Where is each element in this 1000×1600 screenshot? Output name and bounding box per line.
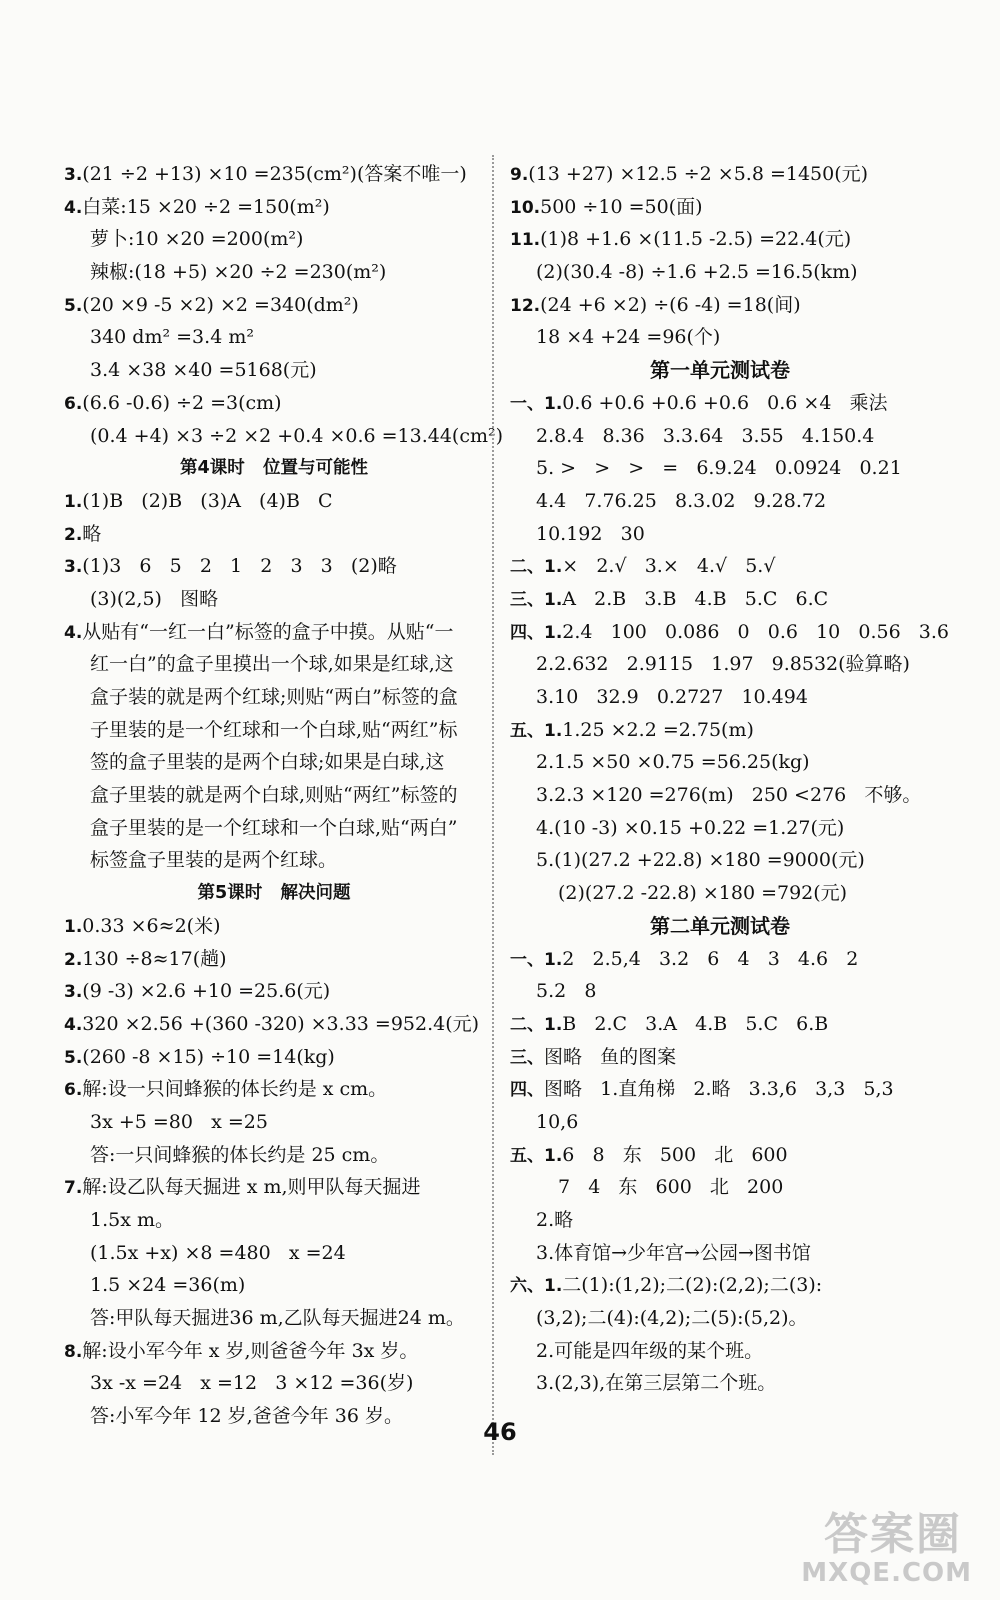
answer-text: (20 ×9 -5 ×2) ×2 =340(dm²) bbox=[82, 293, 359, 316]
question-number: 三、 bbox=[510, 1047, 544, 1068]
answer-line bbox=[510, 420, 930, 453]
answer-text: 3.10 32.9 0.2727 10.494 bbox=[536, 686, 808, 708]
answer-text: (13 +27) ×12.5 ÷2 ×5.8 =1450(元) bbox=[528, 163, 869, 185]
answer-line bbox=[64, 779, 484, 812]
question-number: 8. bbox=[64, 1341, 83, 1362]
answer-line bbox=[510, 1139, 930, 1172]
answer-line bbox=[510, 223, 930, 256]
answer-text: (6.6 -0.6) ÷2 =3(cm) bbox=[82, 391, 282, 414]
question-number: 二、1. bbox=[510, 1014, 563, 1035]
answer-text: 7 4 东 600 北 200 bbox=[558, 1176, 784, 1199]
answer-line bbox=[510, 321, 930, 354]
answer-text: (3,2);二(4):(4,2);二(5):(5,2)。 bbox=[536, 1307, 808, 1330]
answer-text: 1.25 ×2.2 =2.75(m) bbox=[562, 718, 754, 741]
answer-text: 解:设一只间蜂猴的体长约是 x cm。 bbox=[82, 1078, 388, 1101]
answer-line bbox=[510, 681, 930, 714]
question-number: 7. bbox=[64, 1178, 83, 1199]
question-number: 4. bbox=[64, 622, 83, 643]
question-number: 1. bbox=[64, 916, 83, 937]
answer-line bbox=[64, 746, 484, 779]
answer-text: (1)3 6 5 2 1 2 3 3 (2)略 bbox=[82, 555, 397, 578]
answer-text: (0.4 +4) ×3 ÷2 ×2 +0.4 ×0.6 =13.44(cm²) bbox=[90, 424, 504, 447]
answer-line bbox=[64, 681, 484, 714]
answer-line bbox=[64, 1041, 484, 1074]
answer-line bbox=[64, 1335, 484, 1368]
answer-line bbox=[510, 616, 950, 649]
answer-text: 答:一只间蜂猴的体长约是 25 cm。 bbox=[90, 1143, 390, 1166]
answer-line bbox=[64, 844, 484, 877]
answer-line bbox=[510, 387, 930, 420]
question-number: 4. bbox=[64, 197, 83, 218]
answer-text: 盒子装的就是两个红球;则贴“两白”标签的盒 bbox=[90, 686, 458, 708]
answer-text: 红一白”的盒子里摸出一个球,如果是红球,这 bbox=[90, 653, 454, 676]
answer-text: 图略 1.直角梯 2.略 3.3,6 3,3 5,3 bbox=[544, 1078, 894, 1101]
answer-line bbox=[64, 485, 484, 518]
answer-line bbox=[510, 975, 930, 1008]
answer-line bbox=[510, 158, 930, 191]
answer-line bbox=[64, 354, 484, 387]
answer-text: 盒子里装的就是两个白球,则贴“两红”标签的 bbox=[90, 784, 458, 807]
answer-line bbox=[64, 1171, 484, 1204]
answer-text: 3x -x =24 x =12 3 ×12 =36(岁) bbox=[90, 1372, 414, 1395]
answer-text: 5.2 8 bbox=[536, 980, 597, 1003]
left-column bbox=[64, 158, 504, 1433]
answer-line bbox=[510, 289, 930, 322]
answer-text: 2.8.4 8.36 3.3.64 3.55 4.150.4 bbox=[536, 424, 875, 447]
answer-text: 2.2.632 2.9115 1.97 9.8532(验算略) bbox=[536, 653, 910, 676]
answer-line bbox=[64, 1237, 484, 1270]
answer-text: 萝卜:10 ×20 =200(m²) bbox=[90, 228, 304, 251]
answer-text: 0.33 ×6≈2(米) bbox=[82, 914, 221, 937]
answer-text: 略 bbox=[82, 522, 102, 545]
answer-line bbox=[510, 518, 930, 551]
question-number: 5. bbox=[64, 1047, 83, 1068]
right-column bbox=[510, 158, 950, 1400]
question-number: 3. bbox=[64, 165, 83, 185]
answer-text: 6 8 东 500 北 600 bbox=[562, 1143, 788, 1166]
answer-text: (260 -8 ×15) ÷10 =14(kg) bbox=[82, 1045, 335, 1068]
answer-text: 从贴有“一红一白”标签的盒子中摸。从贴“一 bbox=[82, 620, 454, 643]
answer-text: 3.2.3 ×120 =276(m) 250 <276 不够。 bbox=[536, 784, 922, 807]
question-number: 2. bbox=[64, 949, 83, 970]
answer-text: 0.6 +0.6 +0.6 +0.6 0.6 ×4 乘法 bbox=[562, 391, 888, 414]
answer-text: (2)(30.4 -8) ÷1.6 +2.5 =16.5(km) bbox=[536, 261, 858, 284]
answer-text: (3)(2,5) 图略 bbox=[90, 587, 219, 610]
question-number: 四、 bbox=[510, 1080, 544, 1101]
answer-line bbox=[510, 1302, 930, 1335]
question-number: 11. bbox=[510, 230, 541, 251]
answer-line bbox=[64, 518, 484, 551]
answer-line bbox=[64, 158, 484, 191]
answer-line bbox=[510, 452, 930, 485]
answer-line bbox=[510, 648, 930, 681]
answer-line bbox=[64, 583, 484, 616]
watermark-logo: 答案圈 bbox=[824, 1509, 962, 1560]
answer-line bbox=[510, 1008, 930, 1041]
question-number: 一、1. bbox=[510, 949, 563, 970]
answer-line bbox=[510, 1073, 930, 1106]
question-number: 1. bbox=[64, 491, 83, 512]
question-number: 5. bbox=[64, 295, 83, 316]
answer-line bbox=[64, 1204, 484, 1237]
answer-line bbox=[510, 1237, 930, 1270]
answer-line bbox=[64, 1073, 484, 1106]
answer-line bbox=[64, 910, 484, 943]
answer-line bbox=[64, 256, 484, 289]
section-heading: 第5课时 解决问题 bbox=[197, 883, 351, 904]
answer-line bbox=[64, 1106, 484, 1139]
question-number: 9. bbox=[510, 165, 529, 185]
section-heading: 第二单元测试卷 bbox=[650, 913, 790, 938]
answer-line bbox=[510, 1041, 930, 1074]
question-number: 一、1. bbox=[510, 393, 563, 414]
answer-text: 2.1.5 ×50 ×0.75 =56.25(kg) bbox=[536, 751, 810, 774]
answer-text: 1.5 ×24 =36(m) bbox=[90, 1274, 246, 1297]
answer-line bbox=[64, 223, 484, 256]
answer-text: (1.5x +x) ×8 =480 x =24 bbox=[90, 1241, 346, 1264]
answer-text: A 2.B 3.B 4.B 5.C 6.C bbox=[562, 587, 829, 610]
answer-line bbox=[510, 1335, 930, 1368]
answer-line bbox=[510, 1269, 930, 1302]
answer-text: (1)8 +1.6 ×(11.5 -2.5) =22.4(元) bbox=[540, 228, 852, 251]
answer-text: (2)(27.2 -22.8) ×180 =792(元) bbox=[558, 882, 848, 905]
answer-line bbox=[510, 877, 930, 910]
answer-line bbox=[510, 485, 930, 518]
answer-line bbox=[64, 321, 484, 354]
question-number: 三、1. bbox=[510, 589, 563, 610]
answer-line bbox=[64, 1302, 484, 1335]
answer-text: 子里装的是一个红球和一个白球,贴“两红”标 bbox=[90, 718, 458, 741]
answer-line bbox=[510, 943, 930, 976]
answer-text: 340 dm² =3.4 m² bbox=[90, 326, 254, 349]
question-number: 2. bbox=[64, 524, 83, 545]
answer-text: 二(1):(1,2);二(2):(2,2);二(3): bbox=[562, 1274, 823, 1297]
answer-text: 320 ×2.56 +(360 -320) ×3.33 =952.4(元) bbox=[82, 1012, 480, 1035]
question-number: 3. bbox=[64, 557, 83, 578]
answer-text: 签的盒子里装的是两个白球;如果是白球,这 bbox=[90, 751, 445, 774]
answer-line bbox=[510, 583, 930, 616]
answer-line bbox=[510, 1204, 930, 1237]
answer-text: 500 ÷10 =50(面) bbox=[540, 195, 703, 218]
answer-text: 5.(1)(27.2 +22.8) ×180 =9000(元) bbox=[536, 849, 865, 872]
answer-text: 标签盒子里装的是两个红球。 bbox=[90, 849, 338, 872]
answer-text: (1)B (2)B (3)A (4)B C bbox=[82, 489, 333, 512]
answer-line bbox=[64, 191, 484, 224]
answer-text: 4.4 7.76.25 8.3.02 9.28.72 bbox=[536, 489, 827, 512]
answer-text: 1.5x m。 bbox=[90, 1209, 174, 1231]
answer-text: (21 ÷2 +13) ×10 =235(cm²)(答案不唯一) bbox=[82, 163, 467, 185]
question-number: 4. bbox=[64, 1014, 83, 1035]
answer-line bbox=[64, 289, 484, 322]
question-number: 四、1. bbox=[510, 622, 563, 643]
answer-line bbox=[64, 714, 484, 747]
answer-text: 3.4 ×38 ×40 =5168(元) bbox=[90, 359, 317, 382]
column-divider bbox=[492, 155, 494, 1455]
question-number: 10. bbox=[510, 197, 541, 218]
answer-text: 10,6 bbox=[536, 1110, 579, 1133]
answer-line bbox=[64, 975, 484, 1008]
answer-line bbox=[64, 1139, 484, 1172]
answer-text: 5. > > > = 6.9.24 0.0924 0.21 bbox=[536, 457, 902, 480]
answer-line bbox=[64, 1269, 484, 1302]
answer-line bbox=[64, 812, 484, 845]
section-heading: 第一单元测试卷 bbox=[650, 358, 790, 383]
answer-text: 白菜:15 ×20 ÷2 =150(m²) bbox=[82, 195, 330, 218]
answer-line bbox=[510, 714, 930, 747]
answer-text: 解:设乙队每天掘进 x m,则甲队每天掘进 bbox=[82, 1176, 421, 1199]
answer-text: (24 +6 ×2) ÷(6 -4) =18(间) bbox=[540, 293, 801, 316]
answer-line bbox=[510, 191, 930, 224]
answer-line bbox=[510, 1106, 930, 1139]
question-number: 五、1. bbox=[510, 1145, 563, 1166]
question-number: 五、1. bbox=[510, 720, 563, 741]
answer-text: 答:甲队每天掘进36 m,乙队每天掘进24 m。 bbox=[90, 1307, 465, 1330]
question-number: 6. bbox=[64, 1080, 83, 1101]
answer-text: 130 ÷8≈17(趟) bbox=[82, 947, 227, 970]
answer-text: (9 -3) ×2.6 +10 =25.6(元) bbox=[82, 980, 331, 1003]
answer-text: 图略 鱼的图案 bbox=[544, 1045, 677, 1068]
answer-line bbox=[64, 648, 484, 681]
answer-line bbox=[510, 256, 930, 289]
answer-text: B 2.C 3.A 4.B 5.C 6.B bbox=[562, 1012, 829, 1035]
answer-text: 18 ×4 +24 =96(个) bbox=[536, 326, 721, 349]
answer-line bbox=[510, 844, 930, 877]
page-number: 46 bbox=[483, 1418, 517, 1446]
question-number: 六、1. bbox=[510, 1276, 563, 1297]
answer-line bbox=[64, 420, 504, 453]
answer-line bbox=[510, 812, 930, 845]
answer-text: 3x +5 =80 x =25 bbox=[90, 1110, 268, 1133]
question-number: 6. bbox=[64, 393, 83, 414]
section-heading: 第4课时 位置与可能性 bbox=[180, 458, 368, 479]
answer-text: 3.体育馆→少年宫→公园→图书馆 bbox=[536, 1241, 811, 1264]
answer-line bbox=[510, 746, 930, 779]
answer-line bbox=[510, 1171, 930, 1204]
answer-text: × 2.√ 3.× 4.√ 5.√ bbox=[562, 555, 776, 578]
answer-text: 3.(2,3),在第三层第二个班。 bbox=[536, 1372, 777, 1395]
answer-text: 盒子里装的是一个红球和一个白球,贴“两白” bbox=[90, 816, 458, 839]
answer-text: 10.192 30 bbox=[536, 522, 645, 545]
answer-line bbox=[64, 550, 484, 583]
question-number: 12. bbox=[510, 295, 541, 316]
watermark bbox=[772, 1498, 972, 1588]
watermark-url: MXQE.COM bbox=[801, 1558, 972, 1588]
answer-text: 2 2.5,4 3.2 6 4 3 4.6 2 bbox=[562, 947, 859, 970]
answer-line bbox=[64, 1008, 484, 1041]
answer-text: 答:小军今年 12 岁,爸爸今年 36 岁。 bbox=[90, 1405, 403, 1428]
answer-line bbox=[64, 616, 484, 649]
question-number: 二、1. bbox=[510, 557, 563, 578]
answer-line bbox=[510, 550, 930, 583]
answer-line bbox=[64, 387, 484, 420]
answer-text: 辣椒:(18 +5) ×20 ÷2 =230(m²) bbox=[90, 261, 387, 284]
question-number: 3. bbox=[64, 982, 83, 1003]
answer-text: 2.4 100 0.086 0 0.6 10 0.56 3.6 bbox=[562, 620, 950, 643]
answer-text: 2.略 bbox=[536, 1209, 574, 1231]
answer-line bbox=[64, 943, 484, 976]
answer-text: 2.可能是四年级的某个班。 bbox=[536, 1339, 764, 1362]
answer-text: 解:设小军今年 x 岁,则爸爸今年 3x 岁。 bbox=[82, 1339, 419, 1362]
answer-text: 4.(10 -3) ×0.15 +0.22 =1.27(元) bbox=[536, 816, 845, 839]
answer-line bbox=[510, 1367, 930, 1400]
answer-line bbox=[64, 1367, 484, 1400]
answer-line bbox=[510, 779, 930, 812]
